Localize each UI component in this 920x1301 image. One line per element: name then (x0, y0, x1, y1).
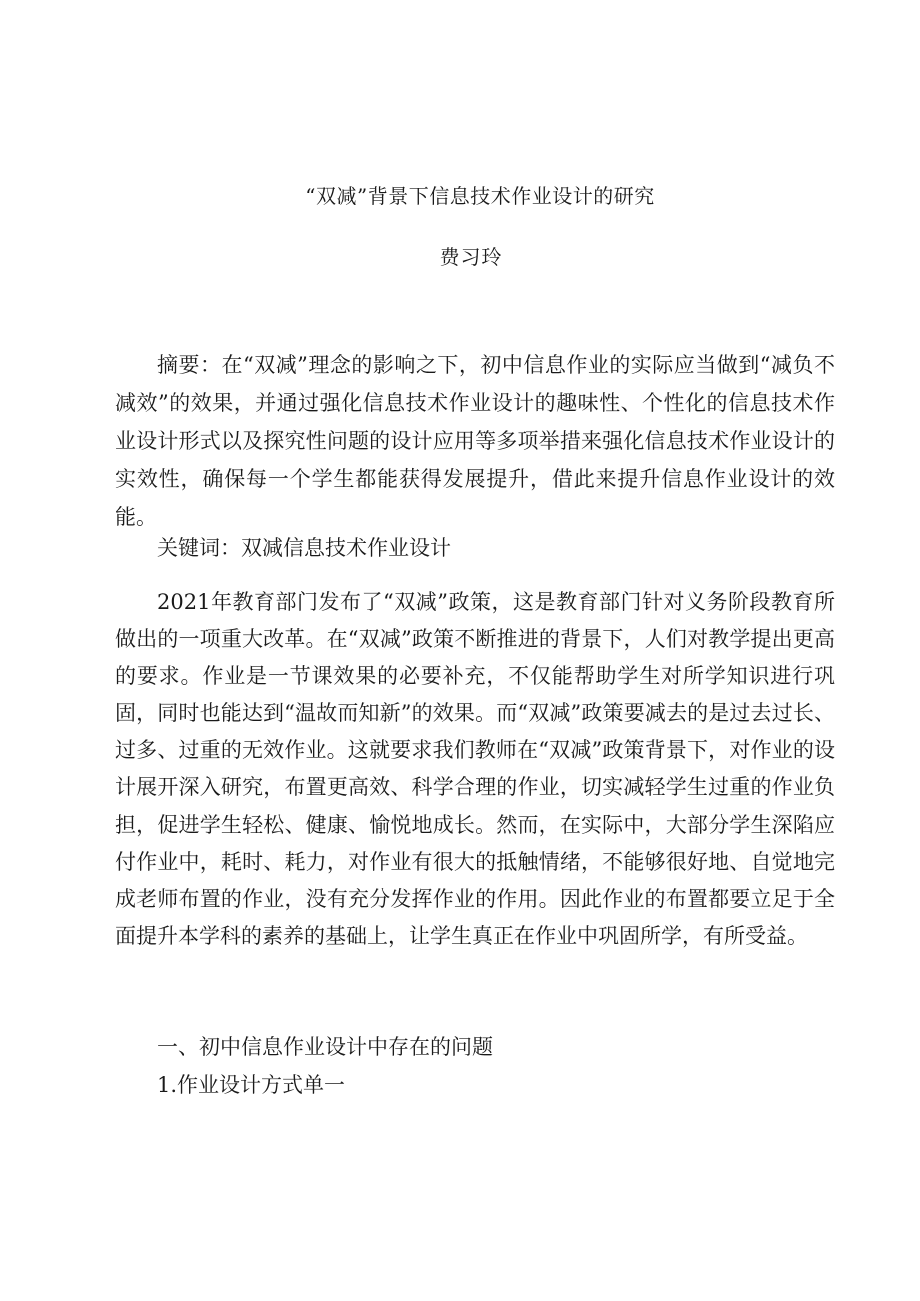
document-title: “双减”背景下信息技术作业设计的研究 (305, 184, 655, 208)
intro-paragraph: 2021年教育部门发布了“双减”政策，这是教育部门针对义务阶段教育所做出的一项重大改革。在“双减”政策不断推进的背景下，人们对教学提出更高的要求。作业是一节课效果的必要补充，不仅能帮助学生对所学知识进行巩固，同时也能达到“温故而知新”的效果。而“双减”政策要减去的是过去过长、过多、过重的无效作业。这就要求我们教师在“双减”政策背景下，对作业的设计展开深入研究，布置更高效、科学合理的作业，切实减轻学生过重的作业负担，促进学生轻松、健康、愉悦地成长。然而，在实际中，大部分学生深陷应付作业中，耗时、耗力，对作业有很大的抵触情绪，不能够很好地、自觉地完成老师布置的作业，没有充分发挥作业的作用。因此作业的布置都要立足于全面提升本学科的素养的基础上，让学生真正在作业中巩固所学，有所受益。 (115, 590, 835, 948)
author-name: 费习玲 (439, 245, 503, 269)
abstract-paragraph: 摘要：在“双减”理念的影响之下，初中信息作业的实际应当做到“减负不减效”的效果，并通过强化信息技术作业设计的趣味性、个性化的信息技术作业设计形式以及探究性问题的设计应用等多项举措来强化信息技术作业设计的实效性，确保每一个学生都能获得发展提升，借此来提升信息作业设计的效能。 (115, 353, 835, 529)
subsection-heading: 1.作业设计方式单一 (157, 1073, 346, 1097)
keywords-line: 关键词：双减信息技术作业设计 (157, 536, 451, 560)
section-heading: 一、初中信息作业设计中存在的问题 (157, 1035, 493, 1059)
